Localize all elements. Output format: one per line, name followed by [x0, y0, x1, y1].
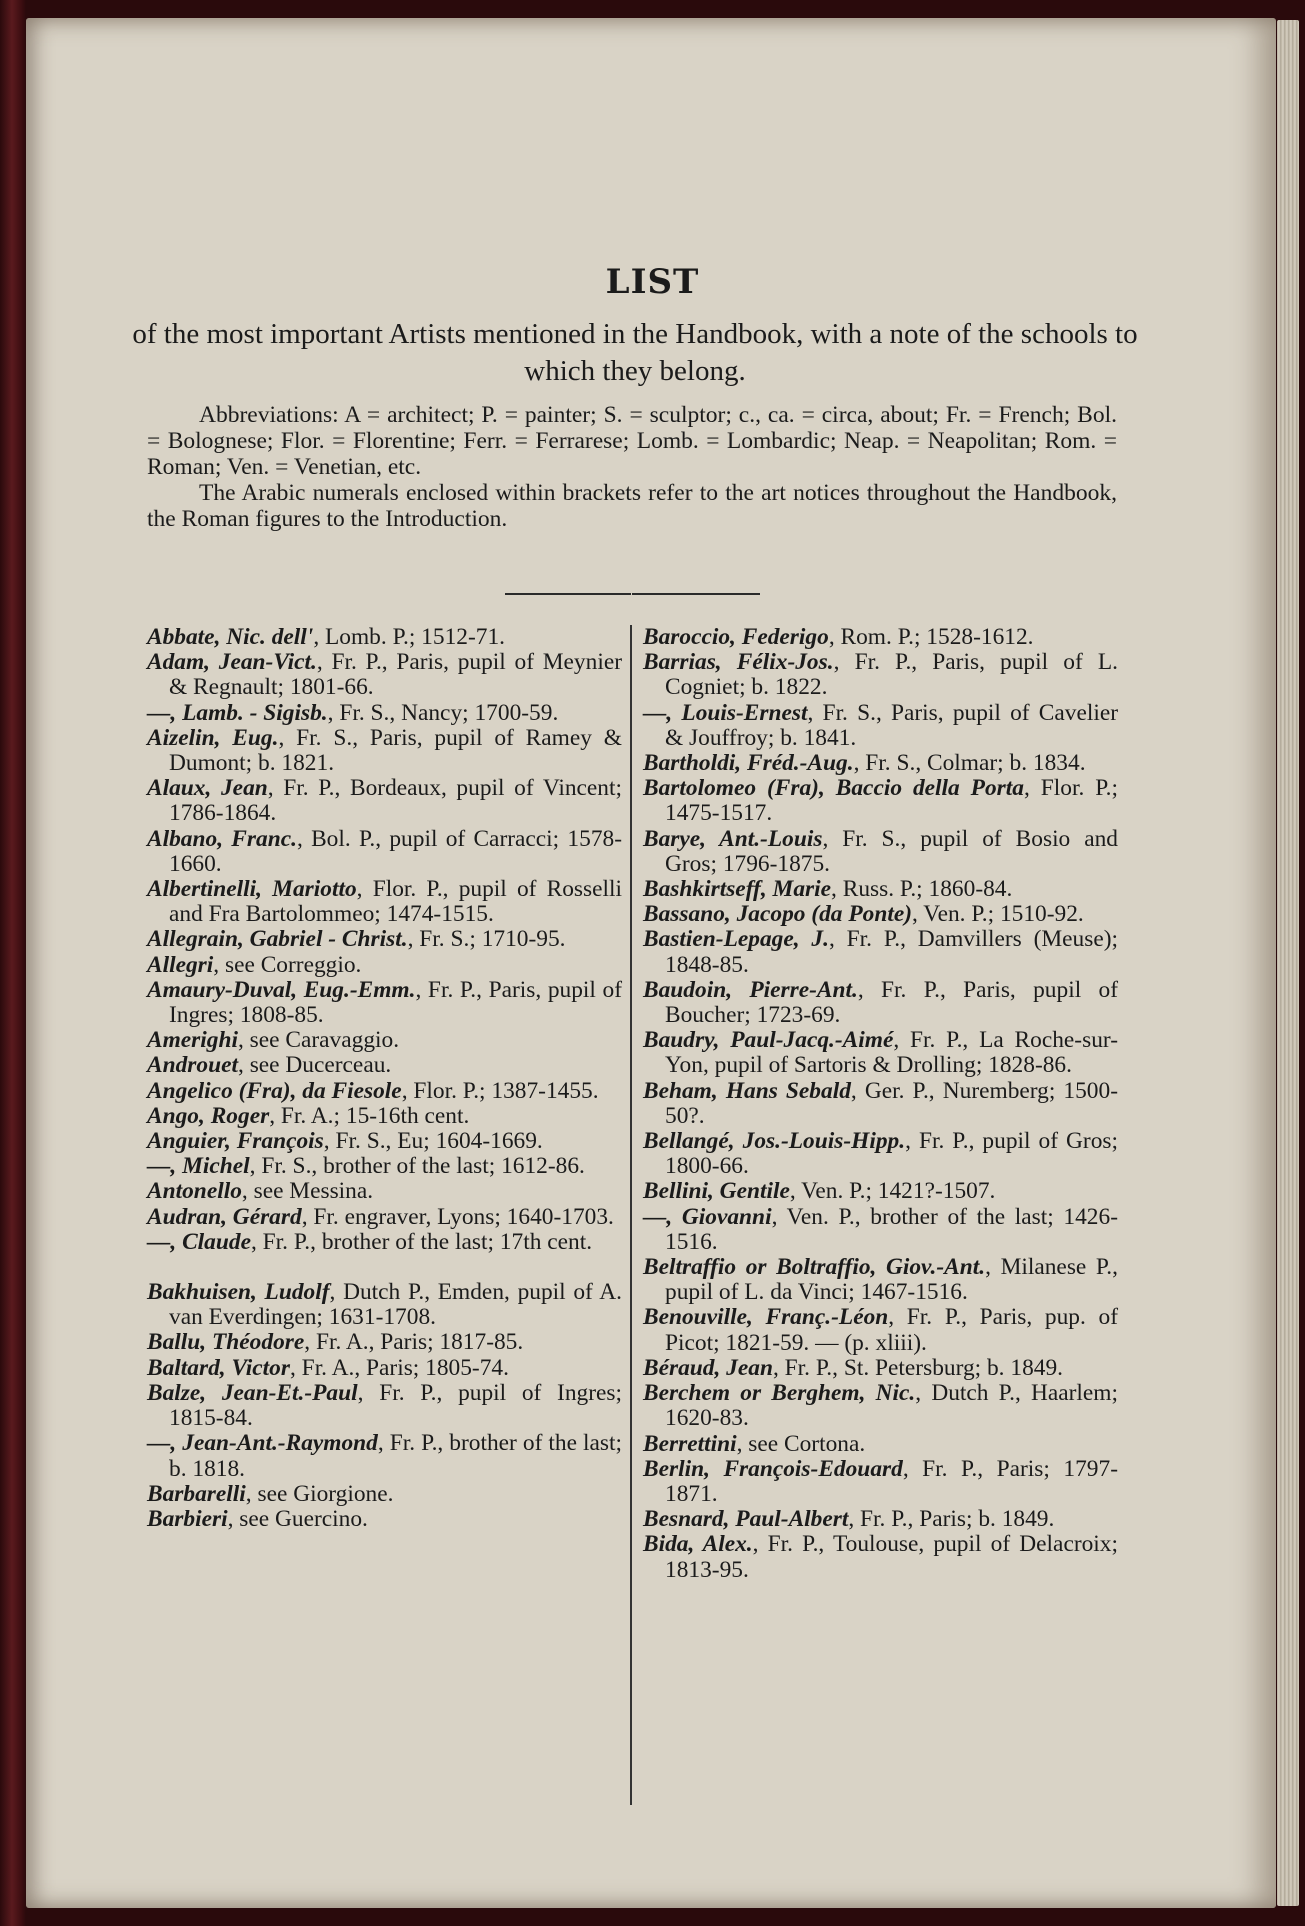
- artist-name: Adam, Jean-Vict.: [147, 649, 317, 676]
- artist-name: —, Claude: [147, 1228, 251, 1255]
- artist-entry: [147, 1079, 622, 1104]
- artist-name: Baudoin, Pierre-Ant.: [643, 976, 858, 1003]
- artist-entry: [147, 1205, 622, 1230]
- artist-name: Barrias, Félix-Jos.: [643, 649, 834, 676]
- page-subtitle: of the most important Artists mentioned in the Handbook, with a note of the schools to which they belong.: [132, 318, 1138, 387]
- artist-entry: [147, 1507, 622, 1532]
- artist-details: , Fr. S., Eu; 1604-1669.: [323, 1128, 543, 1155]
- artist-details: , Fr. S.; 1710-95.: [407, 926, 566, 953]
- right-column: [643, 625, 1118, 1583]
- artist-details: , Flor. P.; 1475-1517.: [665, 775, 1118, 827]
- artist-details: , Fr. A.; 15-16th cent.: [269, 1102, 470, 1129]
- artist-name: Baudry, Paul-Jacq.-Aimé: [643, 1027, 894, 1054]
- artist-details: , Fr. P., Bordeaux, pupil of Vincent; 1786-1864.: [169, 775, 622, 827]
- artist-name: Beltraffio or Boltraffio, Giov.-Ant.: [643, 1254, 986, 1281]
- artist-details: , Ven. P., brother of the last; 1426-1516.: [665, 1203, 1118, 1255]
- artist-name: Anguier, François: [147, 1128, 324, 1155]
- artist-details: , see Guercino.: [227, 1505, 368, 1532]
- artist-details: , Bol. P., pupil of Carracci; 1578-1660.: [169, 825, 623, 877]
- artist-name: —, Jean-Ant.-Raymond: [147, 1430, 378, 1457]
- artist-details: , Fr. S., Colmar; b. 1834.: [853, 750, 1086, 777]
- artist-details: , Fr. S., pupil of Bosio and Gros; 1796-1875.: [665, 825, 1118, 877]
- artist-entry: [643, 902, 1118, 927]
- artist-details: , Fr. S., Nancy; 1700-59.: [327, 699, 559, 726]
- artist-entry: [147, 1028, 622, 1053]
- artist-entry: [643, 1205, 1118, 1255]
- artist-name: Berrettini: [643, 1430, 737, 1457]
- artist-name: Balze, Jean-Et.-Paul: [147, 1379, 358, 1406]
- artist-entry: [147, 1330, 622, 1355]
- artist-entry: [147, 1356, 622, 1381]
- artist-name: Amerighi: [147, 1027, 238, 1054]
- page-title: LIST: [605, 262, 700, 302]
- abbreviations-text: Abbreviations: A = architect; P. = painter; S. = sculptor; c., ca. = circa, about; Fr. = French; Bol. = Bolognese; Flor. = Florentine; Ferr. = Ferrarese; Lomb. = Lombardic; Neap. = Neapolitan; Rom. = Roman; Ven. = Venetian, etc.: [147, 402, 1117, 480]
- artist-entry: [643, 1356, 1118, 1381]
- artist-details: , Fr. S., Paris, pupil of Cavelier & Jouffroy; b. 1841.: [665, 699, 1118, 751]
- artist-details: , Fr. P., Paris; b. 1849.: [848, 1506, 1055, 1533]
- artist-name: Benouville, Franç.-Léon: [643, 1304, 889, 1331]
- page-edges: [1277, 20, 1299, 1906]
- artist-entry: [147, 1431, 622, 1481]
- artist-details: , Ger. P., Nuremberg; 1500-50?.: [665, 1077, 1118, 1129]
- artist-entry: [643, 877, 1118, 902]
- artist-details: , Fr. P., Paris, pupil of Meynier & Regnault; 1801-66.: [169, 649, 622, 701]
- artist-name: Berlin, François-Edouard: [643, 1455, 903, 1482]
- artist-name: Ango, Roger: [147, 1102, 270, 1129]
- artist-name: Bashkirtseff, Marie: [643, 876, 832, 903]
- artist-entry: [147, 701, 622, 726]
- artist-details: , Dutch P., Haarlem; 1620-83.: [665, 1380, 1119, 1432]
- artist-entry: [147, 650, 622, 700]
- artist-entry: [643, 625, 1118, 650]
- artist-name: Bakhuisen, Ludolf: [147, 1279, 330, 1306]
- artist-name: Albano, Franc.: [147, 825, 297, 852]
- artist-name: Allegrain, Gabriel - Christ.: [147, 926, 408, 953]
- artist-entry: [643, 1079, 1118, 1129]
- divider-rule-right: [632, 593, 760, 595]
- artist-details: , Flor. P.; 1387-1455.: [401, 1077, 599, 1104]
- artist-entry: [147, 1280, 622, 1330]
- artist-entry: [643, 1179, 1118, 1204]
- artist-entry: [147, 1104, 622, 1129]
- column-separator: [630, 625, 632, 1805]
- artist-entry: [643, 1457, 1118, 1507]
- artist-name: Beham, Hans Sebald: [643, 1077, 851, 1104]
- artist-details: , Fr. engraver, Lyons; 1640-1703.: [301, 1203, 614, 1230]
- abbreviations-block: [147, 402, 1117, 532]
- artist-details: , Fr. P., pupil of Ingres; 1815-84.: [169, 1379, 622, 1432]
- artist-name: Antonello: [147, 1178, 242, 1205]
- artist-name: Albertinelli, Mariotto: [147, 876, 357, 903]
- artist-entry: [147, 625, 622, 650]
- artist-details: , Fr. A., Paris; 1817-85.: [304, 1329, 524, 1356]
- artist-name: Bastien-Lepage, J.: [643, 926, 829, 953]
- artist-details: , Fr. P., Paris, pup. of Picot; 1821-59. — (p. xliii).: [665, 1304, 1118, 1356]
- artist-name: Bida, Alex.: [643, 1531, 753, 1558]
- artist-name: —, Michel: [147, 1153, 250, 1180]
- note-text: The Arabic numerals enclosed within brackets refer to the art notices throughout the Handbook, the Roman figures to the Introduction.: [147, 480, 1117, 532]
- artist-entry: [643, 751, 1118, 776]
- artist-entry: [643, 1532, 1118, 1582]
- artist-entry: [643, 1507, 1118, 1532]
- artist-details: , see Caravaggio.: [237, 1027, 400, 1054]
- artist-entry: [643, 1255, 1118, 1305]
- artist-details: , Fr. P., Toulouse, pupil of Delacroix; 1813-95.: [665, 1531, 1119, 1583]
- artist-entry: [147, 1129, 622, 1154]
- artist-name: Béraud, Jean: [643, 1354, 773, 1381]
- artist-entry: [643, 1432, 1118, 1457]
- artist-details: , Fr. P., Damvillers (Meuse); 1848-85.: [665, 926, 1119, 978]
- artist-entry: [147, 827, 622, 877]
- artist-entry: [147, 1381, 622, 1431]
- artist-details: , Fr. P., La Roche-sur-Yon, pupil of Sartoris & Drolling; 1828-86.: [665, 1027, 1119, 1079]
- artist-entry: [147, 1230, 622, 1255]
- artist-details: , Fr. S., Paris, pupil of Ramey & Dumont; b. 1821.: [169, 724, 622, 777]
- artist-details: , Flor. P., pupil of Rosselli and Fra Bartolommeo; 1474-1515.: [169, 876, 622, 928]
- artist-entry: [643, 650, 1118, 700]
- artist-entry: [147, 1179, 622, 1204]
- artist-name: —, Louis-Ernest: [643, 699, 808, 726]
- artist-name: Besnard, Paul-Albert: [643, 1506, 849, 1533]
- artist-entry: [147, 1053, 622, 1078]
- artist-name: —, Giovanni: [643, 1203, 772, 1230]
- artist-details: , Fr. P., Paris, pupil of L. Cogniet; b. 1822.: [665, 649, 1118, 701]
- artist-name: Barbarelli: [147, 1480, 246, 1507]
- artist-name: Barbieri: [147, 1505, 228, 1532]
- artist-details: , Dutch P., Emden, pupil of A. van Everdingen; 1631-1708.: [169, 1279, 622, 1331]
- artist-details: , Rom. P.; 1528-1612.: [828, 624, 1034, 650]
- artist-entry: [643, 1129, 1118, 1179]
- artist-name: Baroccio, Federigo: [643, 624, 829, 650]
- artist-name: Angelico (Fra), da Fiesole: [147, 1077, 402, 1104]
- artist-entry: [147, 726, 622, 776]
- artist-entry: [147, 776, 622, 826]
- artist-name: Bartholdi, Fréd.-Aug.: [643, 750, 854, 777]
- artist-name: Bassano, Jacopo (da Ponte): [643, 901, 912, 928]
- artist-details: , Russ. P.; 1860-84.: [831, 876, 1013, 903]
- artist-name: Androuet: [147, 1052, 238, 1079]
- artist-entry: [643, 701, 1118, 751]
- artist-details: , see Correggio.: [213, 951, 362, 978]
- artist-details: , Ven. P.; 1510-92.: [912, 901, 1084, 928]
- artist-entry: [643, 1305, 1118, 1355]
- artist-details: , Fr. P., St. Petersburg; b. 1849.: [772, 1354, 1064, 1381]
- artist-name: Barye, Ant.-Louis: [643, 825, 823, 852]
- artist-details: , Fr. P., brother of the last; b. 1818.: [169, 1430, 622, 1482]
- artist-name: Bartolomeo (Fra), Baccio della Porta: [643, 775, 1024, 802]
- artist-entry: [147, 1482, 622, 1507]
- artist-details: , Fr. P., Paris, pupil of Boucher; 1723-69.: [665, 976, 1118, 1029]
- artist-entry: [643, 1028, 1118, 1078]
- artist-details: , see Messina.: [241, 1178, 374, 1205]
- artist-entry: [643, 978, 1118, 1028]
- artist-entry: [147, 1154, 622, 1179]
- artist-details: , Ven. P.; 1421?-1507.: [789, 1178, 996, 1205]
- artist-name: Abbate, Nic. dell': [147, 624, 314, 650]
- artist-name: Audran, Gérard: [147, 1203, 302, 1230]
- artist-name: Berchem or Berghem, Nic.: [643, 1380, 916, 1407]
- entry-gap: [147, 1255, 622, 1280]
- artist-name: —, Lamb. - Sigisb.: [147, 699, 328, 726]
- artist-details: , see Cortona.: [736, 1430, 866, 1457]
- artist-details: , see Giorgione.: [245, 1480, 394, 1507]
- artist-name: Alaux, Jean: [147, 775, 268, 802]
- artist-entry: [643, 1381, 1118, 1431]
- artist-details: , Lomb. P.; 1512-71.: [313, 624, 505, 650]
- artist-name: Amaury-Duval, Eug.-Emm.: [147, 976, 416, 1003]
- artist-details: , Milanese P., pupil of L. da Vinci; 1467-1516.: [665, 1254, 1118, 1306]
- artist-name: Bellini, Gentile: [643, 1178, 790, 1205]
- artist-details: , Fr. A., Paris; 1805-74.: [289, 1354, 509, 1381]
- artist-details: , Fr. P., brother of the last; 17th cent.: [250, 1228, 593, 1255]
- artist-details: , Fr. P., pupil of Gros; 1800-66.: [665, 1128, 1118, 1180]
- artist-details: , Fr. P., Paris; 1797-1871.: [665, 1455, 1118, 1507]
- artist-name: Bellangé, Jos.-Louis-Hipp.: [643, 1128, 906, 1155]
- artist-details: , Fr. S., brother of the last; 1612-86.: [249, 1153, 585, 1180]
- artist-entry: [643, 927, 1118, 977]
- artist-details: , Fr. P., Paris, pupil of Ingres; 1808-85.: [169, 976, 622, 1029]
- artist-entry: [147, 978, 622, 1028]
- artist-entry: [147, 877, 622, 927]
- artist-name: Ballu, Théodore: [147, 1329, 305, 1356]
- artist-entry: [147, 927, 622, 952]
- artist-details: , see Ducerceau.: [238, 1052, 392, 1079]
- artist-entry: [147, 953, 622, 978]
- artist-name: Aizelin, Eug.: [147, 724, 279, 751]
- artist-entry: [643, 827, 1118, 877]
- artist-name: Allegri: [147, 951, 214, 978]
- artist-entry: [643, 776, 1118, 826]
- artist-name: Baltard, Victor: [147, 1354, 290, 1381]
- divider-rule-left: [505, 593, 631, 595]
- left-column: [147, 625, 622, 1532]
